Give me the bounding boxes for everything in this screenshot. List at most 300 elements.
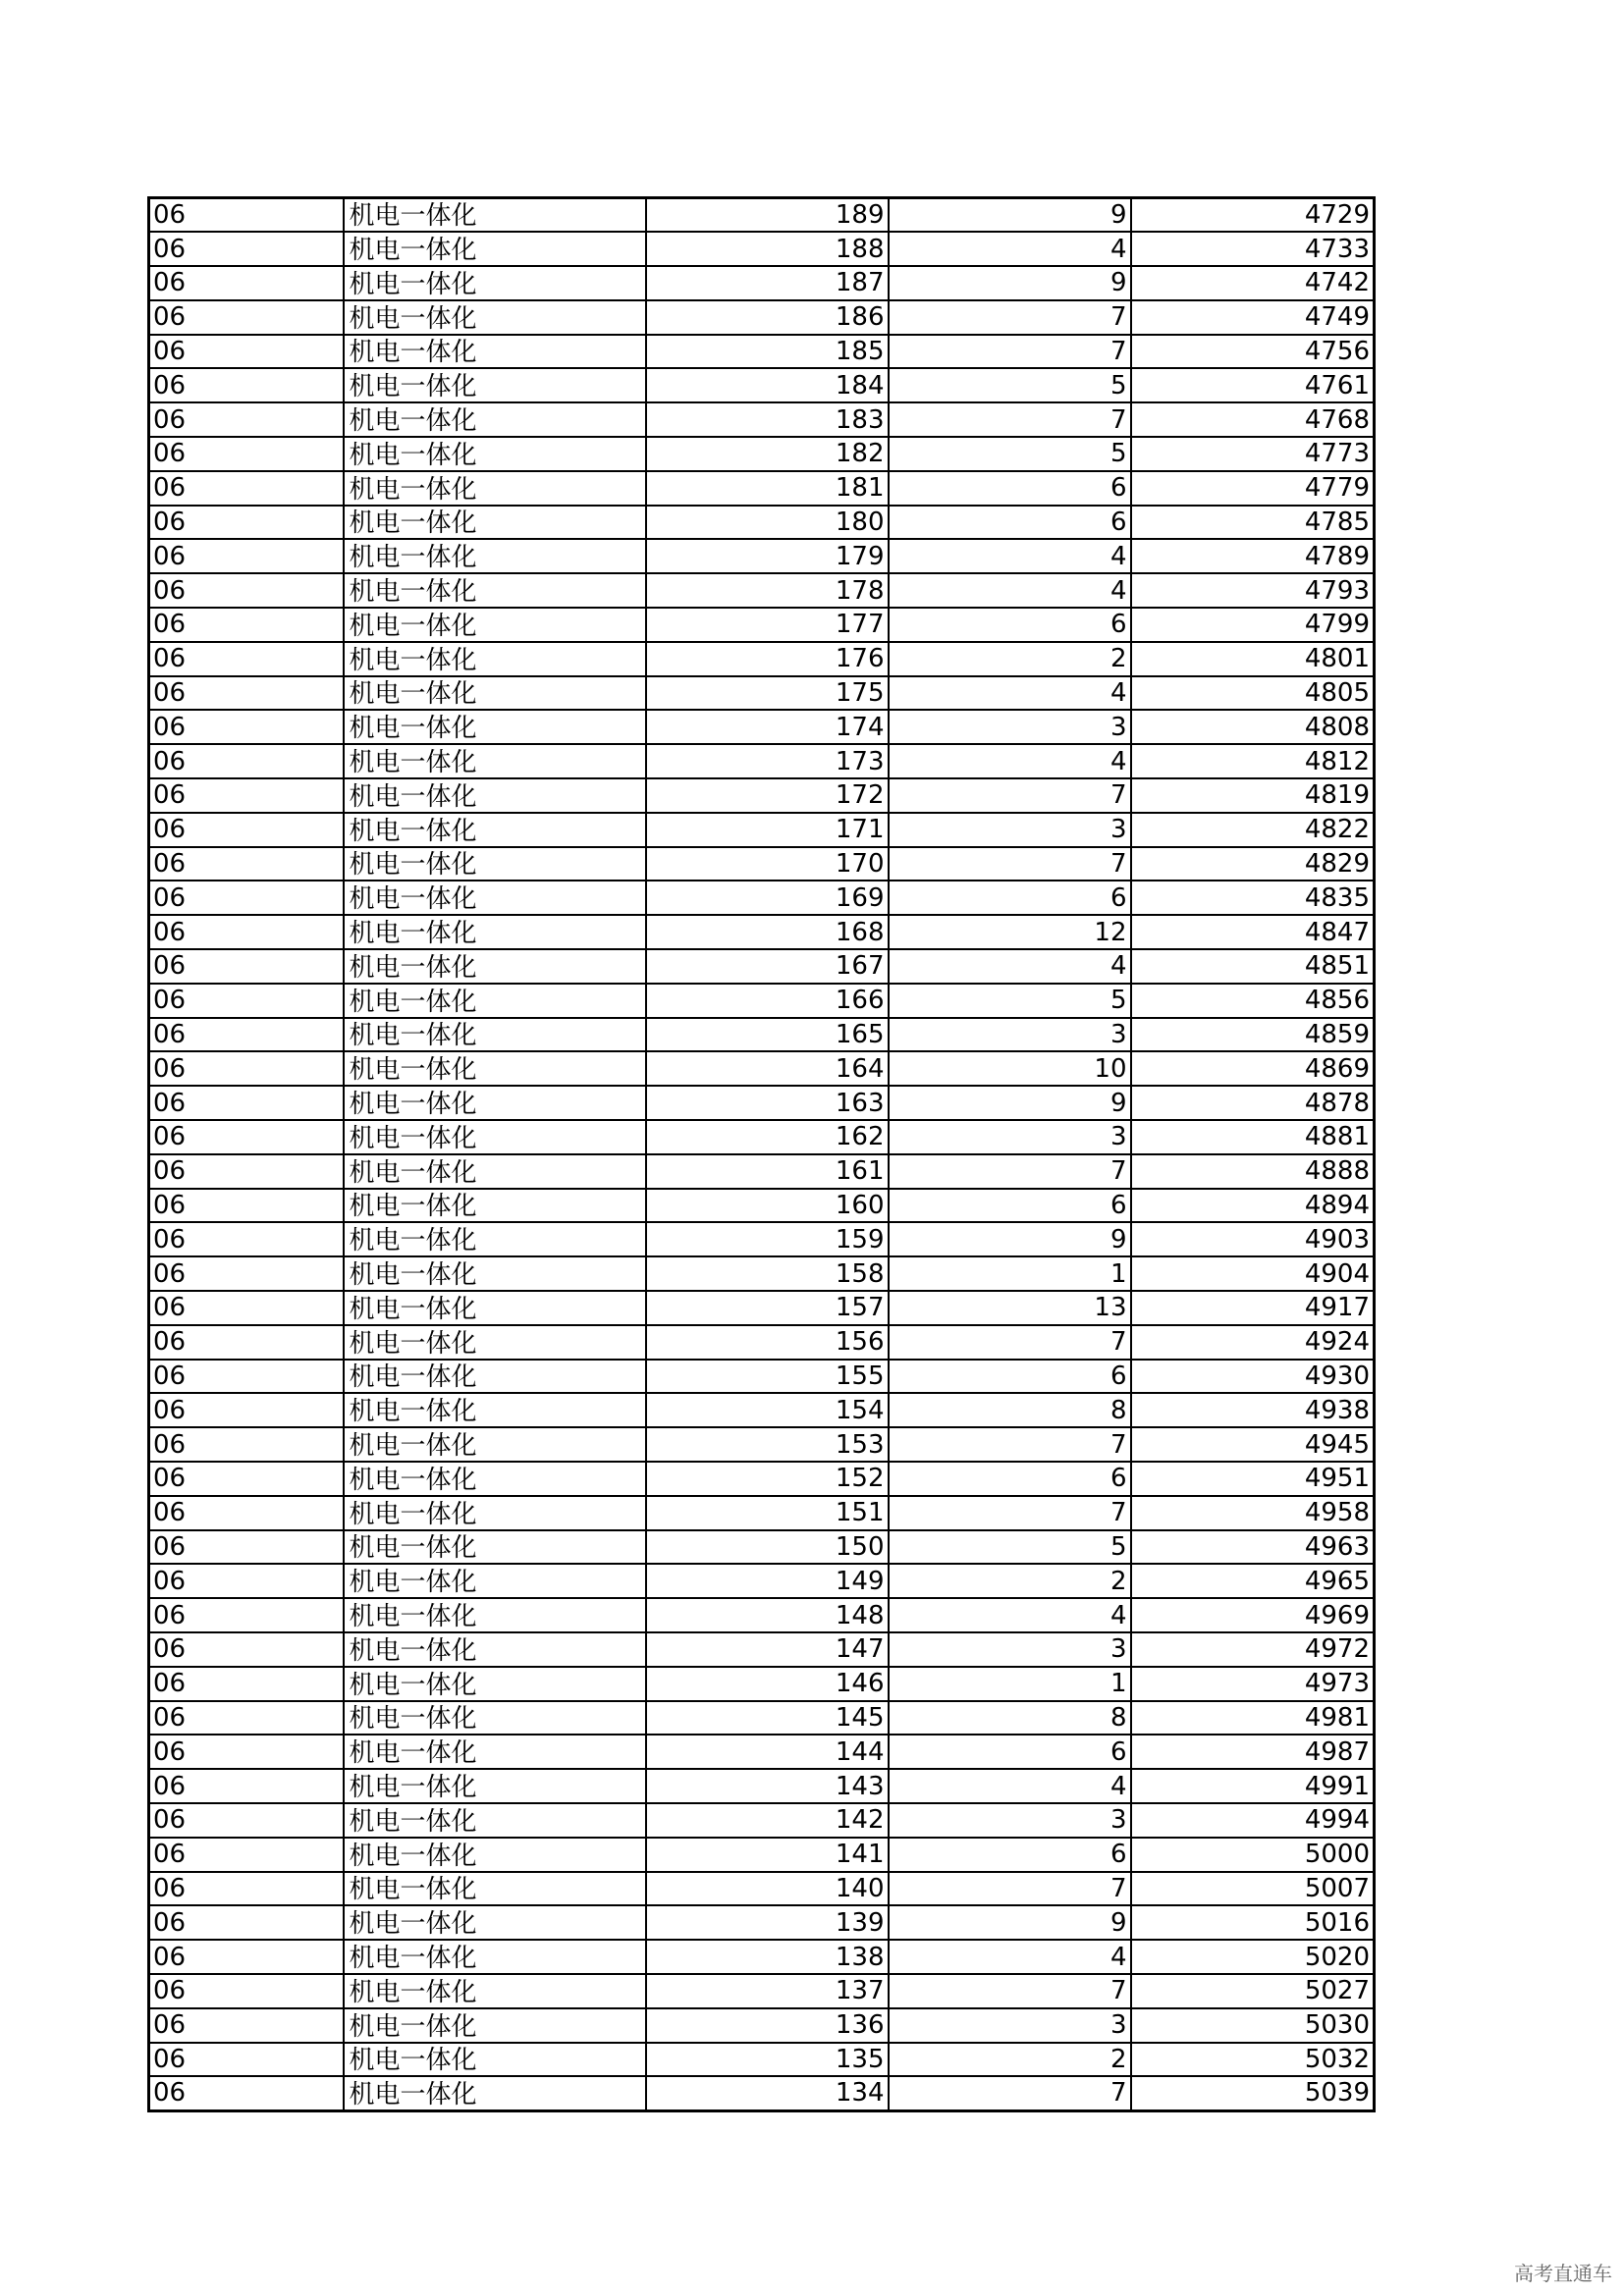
major-name-cell: 机电一体化 [344, 335, 646, 369]
major-name-cell: 机电一体化 [344, 266, 646, 300]
table-row [149, 676, 1375, 711]
score-cell: 183 [646, 402, 889, 437]
count-cell: 6 [889, 1838, 1131, 1872]
major-name-cell: 机电一体化 [344, 2008, 646, 2043]
count-cell: 8 [889, 1393, 1131, 1427]
score-cell: 163 [646, 1086, 889, 1120]
major-name-cell: 机电一体化 [344, 471, 646, 506]
score-cell: 172 [646, 778, 889, 813]
cumulative-count-cell: 4733 [1131, 232, 1375, 266]
count-cell: 7 [889, 847, 1131, 881]
major-name-cell: 机电一体化 [344, 1701, 646, 1735]
score-cell: 139 [646, 1905, 889, 1940]
score-distribution-table [147, 196, 1376, 2112]
category-code-cell: 06 [149, 198, 344, 233]
table-row [149, 949, 1375, 984]
cumulative-count-cell: 4981 [1131, 1701, 1375, 1735]
cumulative-count-cell: 4917 [1131, 1291, 1375, 1325]
score-cell: 157 [646, 1291, 889, 1325]
major-name-cell: 机电一体化 [344, 915, 646, 949]
cumulative-count-cell: 4958 [1131, 1496, 1375, 1530]
cumulative-count-cell: 5032 [1131, 2043, 1375, 2077]
cumulative-count-cell: 4729 [1131, 198, 1375, 233]
category-code-cell: 06 [149, 744, 344, 778]
category-code-cell: 06 [149, 266, 344, 300]
cumulative-count-cell: 4742 [1131, 266, 1375, 300]
cumulative-count-cell: 4951 [1131, 1462, 1375, 1496]
cumulative-count-cell: 4869 [1131, 1051, 1375, 1086]
score-cell: 137 [646, 1974, 889, 2008]
category-code-cell: 06 [149, 1769, 344, 1803]
table-row [149, 573, 1375, 608]
major-name-cell: 机电一体化 [344, 2043, 646, 2077]
cumulative-count-cell: 4829 [1131, 847, 1375, 881]
category-code-cell: 06 [149, 1086, 344, 1120]
table-row [149, 847, 1375, 881]
table-row [149, 608, 1375, 642]
table-row [149, 1769, 1375, 1803]
count-cell: 6 [889, 1462, 1131, 1496]
major-name-cell: 机电一体化 [344, 1393, 646, 1427]
major-name-cell: 机电一体化 [344, 710, 646, 744]
table-row [149, 1564, 1375, 1598]
category-code-cell: 06 [149, 1701, 344, 1735]
table-row [149, 1256, 1375, 1291]
major-name-cell: 机电一体化 [344, 949, 646, 984]
category-code-cell: 06 [149, 471, 344, 506]
category-code-cell: 06 [149, 1462, 344, 1496]
category-code-cell: 06 [149, 2076, 344, 2110]
score-cell: 159 [646, 1222, 889, 1256]
count-cell: 6 [889, 608, 1131, 642]
cumulative-count-cell: 5030 [1131, 2008, 1375, 2043]
score-cell: 164 [646, 1051, 889, 1086]
count-cell: 7 [889, 1325, 1131, 1360]
major-name-cell: 机电一体化 [344, 1940, 646, 1974]
count-cell: 10 [889, 1051, 1131, 1086]
count-cell: 1 [889, 1667, 1131, 1701]
count-cell: 12 [889, 915, 1131, 949]
table-row [149, 1974, 1375, 2008]
major-name-cell: 机电一体化 [344, 1256, 646, 1291]
table-row [149, 1803, 1375, 1838]
table-row [149, 813, 1375, 847]
count-cell: 3 [889, 710, 1131, 744]
category-code-cell: 06 [149, 368, 344, 402]
cumulative-count-cell: 4768 [1131, 402, 1375, 437]
cumulative-count-cell: 4878 [1131, 1086, 1375, 1120]
major-name-cell: 机电一体化 [344, 881, 646, 915]
score-cell: 135 [646, 2043, 889, 2077]
score-cell: 185 [646, 335, 889, 369]
table-row [149, 915, 1375, 949]
major-name-cell: 机电一体化 [344, 1154, 646, 1189]
table-row [149, 506, 1375, 540]
cumulative-count-cell: 4965 [1131, 1564, 1375, 1598]
major-name-cell: 机电一体化 [344, 1086, 646, 1120]
count-cell: 2 [889, 642, 1131, 676]
major-name-cell: 机电一体化 [344, 1360, 646, 1394]
cumulative-count-cell: 4749 [1131, 300, 1375, 335]
count-cell: 7 [889, 1427, 1131, 1462]
table-row [149, 232, 1375, 266]
count-cell: 3 [889, 813, 1131, 847]
count-cell: 3 [889, 1120, 1131, 1154]
count-cell: 5 [889, 437, 1131, 471]
table-row [149, 744, 1375, 778]
category-code-cell: 06 [149, 232, 344, 266]
cumulative-count-cell: 4822 [1131, 813, 1375, 847]
table-row [149, 1462, 1375, 1496]
major-name-cell: 机电一体化 [344, 1222, 646, 1256]
category-code-cell: 06 [149, 1325, 344, 1360]
count-cell: 7 [889, 778, 1131, 813]
count-cell: 9 [889, 1905, 1131, 1940]
major-name-cell: 机电一体化 [344, 1632, 646, 1667]
category-code-cell: 06 [149, 2008, 344, 2043]
cumulative-count-cell: 5027 [1131, 1974, 1375, 2008]
count-cell: 9 [889, 1222, 1131, 1256]
score-cell: 145 [646, 1701, 889, 1735]
major-name-cell: 机电一体化 [344, 744, 646, 778]
category-code-cell: 06 [149, 437, 344, 471]
score-cell: 136 [646, 2008, 889, 2043]
count-cell: 3 [889, 1632, 1131, 1667]
cumulative-count-cell: 5020 [1131, 1940, 1375, 1974]
cumulative-count-cell: 4799 [1131, 608, 1375, 642]
count-cell: 4 [889, 1940, 1131, 1974]
count-cell: 6 [889, 506, 1131, 540]
table-row [149, 1360, 1375, 1394]
score-cell: 166 [646, 984, 889, 1018]
major-name-cell: 机电一体化 [344, 437, 646, 471]
major-name-cell: 机电一体化 [344, 813, 646, 847]
category-code-cell: 06 [149, 1120, 344, 1154]
category-code-cell: 06 [149, 949, 344, 984]
table-row [149, 1393, 1375, 1427]
major-name-cell: 机电一体化 [344, 1735, 646, 1769]
count-cell: 4 [889, 539, 1131, 573]
count-cell: 6 [889, 1360, 1131, 1394]
major-name-cell: 机电一体化 [344, 1051, 646, 1086]
major-name-cell: 机电一体化 [344, 1974, 646, 2008]
table-row [149, 471, 1375, 506]
category-code-cell: 06 [149, 1051, 344, 1086]
major-name-cell: 机电一体化 [344, 1462, 646, 1496]
table-row [149, 1189, 1375, 1223]
count-cell: 9 [889, 266, 1131, 300]
category-code-cell: 06 [149, 1838, 344, 1872]
category-code-cell: 06 [149, 2043, 344, 2077]
count-cell: 7 [889, 2076, 1131, 2110]
score-cell: 175 [646, 676, 889, 711]
cumulative-count-cell: 4805 [1131, 676, 1375, 711]
cumulative-count-cell: 5007 [1131, 1872, 1375, 1906]
count-cell: 6 [889, 881, 1131, 915]
category-code-cell: 06 [149, 1905, 344, 1940]
table-row [149, 198, 1375, 233]
cumulative-count-cell: 4773 [1131, 437, 1375, 471]
table-row [149, 1120, 1375, 1154]
table-row [149, 1154, 1375, 1189]
major-name-cell: 机电一体化 [344, 1769, 646, 1803]
count-cell: 7 [889, 402, 1131, 437]
category-code-cell: 06 [149, 1222, 344, 1256]
cumulative-count-cell: 4847 [1131, 915, 1375, 949]
category-code-cell: 06 [149, 1564, 344, 1598]
count-cell: 9 [889, 1086, 1131, 1120]
score-cell: 146 [646, 1667, 889, 1701]
table-row [149, 1632, 1375, 1667]
category-code-cell: 06 [149, 1496, 344, 1530]
table-row [149, 1427, 1375, 1462]
category-code-cell: 06 [149, 402, 344, 437]
category-code-cell: 06 [149, 1667, 344, 1701]
count-cell: 3 [889, 2008, 1131, 2043]
category-code-cell: 06 [149, 573, 344, 608]
category-code-cell: 06 [149, 676, 344, 711]
category-code-cell: 06 [149, 1940, 344, 1974]
major-name-cell: 机电一体化 [344, 2076, 646, 2110]
count-cell: 7 [889, 335, 1131, 369]
cumulative-count-cell: 4972 [1131, 1632, 1375, 1667]
major-name-cell: 机电一体化 [344, 1564, 646, 1598]
major-name-cell: 机电一体化 [344, 1905, 646, 1940]
table-row [149, 984, 1375, 1018]
table-row [149, 778, 1375, 813]
table-row [149, 2008, 1375, 2043]
score-cell: 152 [646, 1462, 889, 1496]
major-name-cell: 机电一体化 [344, 1598, 646, 1632]
category-code-cell: 06 [149, 1393, 344, 1427]
cumulative-count-cell: 4930 [1131, 1360, 1375, 1394]
major-name-cell: 机电一体化 [344, 1189, 646, 1223]
major-name-cell: 机电一体化 [344, 642, 646, 676]
table-row [149, 1667, 1375, 1701]
category-code-cell: 06 [149, 1632, 344, 1667]
category-code-cell: 06 [149, 813, 344, 847]
score-cell: 144 [646, 1735, 889, 1769]
major-name-cell: 机电一体化 [344, 1530, 646, 1565]
cumulative-count-cell: 5039 [1131, 2076, 1375, 2110]
cumulative-count-cell: 4987 [1131, 1735, 1375, 1769]
score-cell: 168 [646, 915, 889, 949]
table-row [149, 1222, 1375, 1256]
cumulative-count-cell: 4994 [1131, 1803, 1375, 1838]
cumulative-count-cell: 4888 [1131, 1154, 1375, 1189]
score-cell: 141 [646, 1838, 889, 1872]
major-name-cell: 机电一体化 [344, 1872, 646, 1906]
major-name-cell: 机电一体化 [344, 1427, 646, 1462]
cumulative-count-cell: 4904 [1131, 1256, 1375, 1291]
count-cell: 7 [889, 1872, 1131, 1906]
score-cell: 148 [646, 1598, 889, 1632]
cumulative-count-cell: 4756 [1131, 335, 1375, 369]
table-row [149, 1086, 1375, 1120]
count-cell: 4 [889, 232, 1131, 266]
count-cell: 4 [889, 949, 1131, 984]
category-code-cell: 06 [149, 1598, 344, 1632]
table-row [149, 1940, 1375, 1974]
major-name-cell: 机电一体化 [344, 1018, 646, 1052]
category-code-cell: 06 [149, 335, 344, 369]
table-row [149, 1598, 1375, 1632]
table-row [149, 710, 1375, 744]
cumulative-count-cell: 4881 [1131, 1120, 1375, 1154]
major-name-cell: 机电一体化 [344, 573, 646, 608]
cumulative-count-cell: 4812 [1131, 744, 1375, 778]
cumulative-count-cell: 5000 [1131, 1838, 1375, 1872]
score-cell: 186 [646, 300, 889, 335]
table-row [149, 1018, 1375, 1052]
score-cell: 173 [646, 744, 889, 778]
cumulative-count-cell: 4789 [1131, 539, 1375, 573]
category-code-cell: 06 [149, 1872, 344, 1906]
table-row [149, 881, 1375, 915]
major-name-cell: 机电一体化 [344, 232, 646, 266]
cumulative-count-cell: 4945 [1131, 1427, 1375, 1462]
category-code-cell: 06 [149, 1974, 344, 2008]
table-row [149, 539, 1375, 573]
score-cell: 142 [646, 1803, 889, 1838]
count-cell: 6 [889, 1189, 1131, 1223]
score-cell: 181 [646, 471, 889, 506]
cumulative-count-cell: 4938 [1131, 1393, 1375, 1427]
major-name-cell: 机电一体化 [344, 539, 646, 573]
major-name-cell: 机电一体化 [344, 847, 646, 881]
category-code-cell: 06 [149, 642, 344, 676]
table-row [149, 1905, 1375, 1940]
major-name-cell: 机电一体化 [344, 300, 646, 335]
score-cell: 165 [646, 1018, 889, 1052]
cumulative-count-cell: 4973 [1131, 1667, 1375, 1701]
cumulative-count-cell: 4963 [1131, 1530, 1375, 1565]
cumulative-count-cell: 4856 [1131, 984, 1375, 1018]
category-code-cell: 06 [149, 847, 344, 881]
table-row [149, 2043, 1375, 2077]
score-cell: 189 [646, 198, 889, 233]
major-name-cell: 机电一体化 [344, 1667, 646, 1701]
count-cell: 4 [889, 676, 1131, 711]
score-cell: 158 [646, 1256, 889, 1291]
cumulative-count-cell: 4969 [1131, 1598, 1375, 1632]
score-cell: 177 [646, 608, 889, 642]
category-code-cell: 06 [149, 300, 344, 335]
score-cell: 140 [646, 1872, 889, 1906]
table-row [149, 1051, 1375, 1086]
score-cell: 153 [646, 1427, 889, 1462]
major-name-cell: 机电一体化 [344, 1291, 646, 1325]
score-cell: 156 [646, 1325, 889, 1360]
category-code-cell: 06 [149, 1291, 344, 1325]
score-cell: 179 [646, 539, 889, 573]
count-cell: 4 [889, 573, 1131, 608]
table-row [149, 1701, 1375, 1735]
cumulative-count-cell: 4924 [1131, 1325, 1375, 1360]
cumulative-count-cell: 5016 [1131, 1905, 1375, 1940]
cumulative-count-cell: 4991 [1131, 1769, 1375, 1803]
category-code-cell: 06 [149, 915, 344, 949]
score-cell: 188 [646, 232, 889, 266]
count-cell: 5 [889, 984, 1131, 1018]
score-cell: 178 [646, 573, 889, 608]
cumulative-count-cell: 4801 [1131, 642, 1375, 676]
score-cell: 171 [646, 813, 889, 847]
table-row [149, 368, 1375, 402]
major-name-cell: 机电一体化 [344, 1838, 646, 1872]
score-cell: 143 [646, 1769, 889, 1803]
count-cell: 5 [889, 368, 1131, 402]
count-cell: 7 [889, 1154, 1131, 1189]
major-name-cell: 机电一体化 [344, 1325, 646, 1360]
cumulative-count-cell: 4859 [1131, 1018, 1375, 1052]
score-cell: 169 [646, 881, 889, 915]
count-cell: 3 [889, 1018, 1131, 1052]
score-cell: 182 [646, 437, 889, 471]
score-cell: 138 [646, 1940, 889, 1974]
score-cell: 149 [646, 1564, 889, 1598]
count-cell: 6 [889, 471, 1131, 506]
category-code-cell: 06 [149, 1018, 344, 1052]
table-row [149, 437, 1375, 471]
cumulative-count-cell: 4819 [1131, 778, 1375, 813]
count-cell: 8 [889, 1701, 1131, 1735]
category-code-cell: 06 [149, 1803, 344, 1838]
score-cell: 154 [646, 1393, 889, 1427]
score-cell: 167 [646, 949, 889, 984]
count-cell: 6 [889, 1735, 1131, 1769]
category-code-cell: 06 [149, 1256, 344, 1291]
cumulative-count-cell: 4894 [1131, 1189, 1375, 1223]
score-cell: 180 [646, 506, 889, 540]
cumulative-count-cell: 4808 [1131, 710, 1375, 744]
major-name-cell: 机电一体化 [344, 1496, 646, 1530]
count-cell: 9 [889, 198, 1131, 233]
cumulative-count-cell: 4779 [1131, 471, 1375, 506]
count-cell: 13 [889, 1291, 1131, 1325]
score-cell: 174 [646, 710, 889, 744]
major-name-cell: 机电一体化 [344, 608, 646, 642]
count-cell: 7 [889, 300, 1131, 335]
score-cell: 161 [646, 1154, 889, 1189]
score-cell: 155 [646, 1360, 889, 1394]
count-cell: 4 [889, 744, 1131, 778]
table-row [149, 1530, 1375, 1565]
category-code-cell: 06 [149, 1360, 344, 1394]
cumulative-count-cell: 4793 [1131, 573, 1375, 608]
table-row [149, 1496, 1375, 1530]
major-name-cell: 机电一体化 [344, 506, 646, 540]
score-cell: 150 [646, 1530, 889, 1565]
major-name-cell: 机电一体化 [344, 402, 646, 437]
table-row [149, 1838, 1375, 1872]
major-name-cell: 机电一体化 [344, 984, 646, 1018]
count-cell: 7 [889, 1496, 1131, 1530]
table-row [149, 266, 1375, 300]
score-cell: 160 [646, 1189, 889, 1223]
table-row [149, 2076, 1375, 2110]
cumulative-count-cell: 4761 [1131, 368, 1375, 402]
table-body [149, 198, 1375, 2111]
table-row [149, 1872, 1375, 1906]
count-cell: 2 [889, 2043, 1131, 2077]
table-row [149, 1325, 1375, 1360]
category-code-cell: 06 [149, 1735, 344, 1769]
count-cell: 4 [889, 1598, 1131, 1632]
table-row [149, 1735, 1375, 1769]
cumulative-count-cell: 4903 [1131, 1222, 1375, 1256]
score-cell: 134 [646, 2076, 889, 2110]
